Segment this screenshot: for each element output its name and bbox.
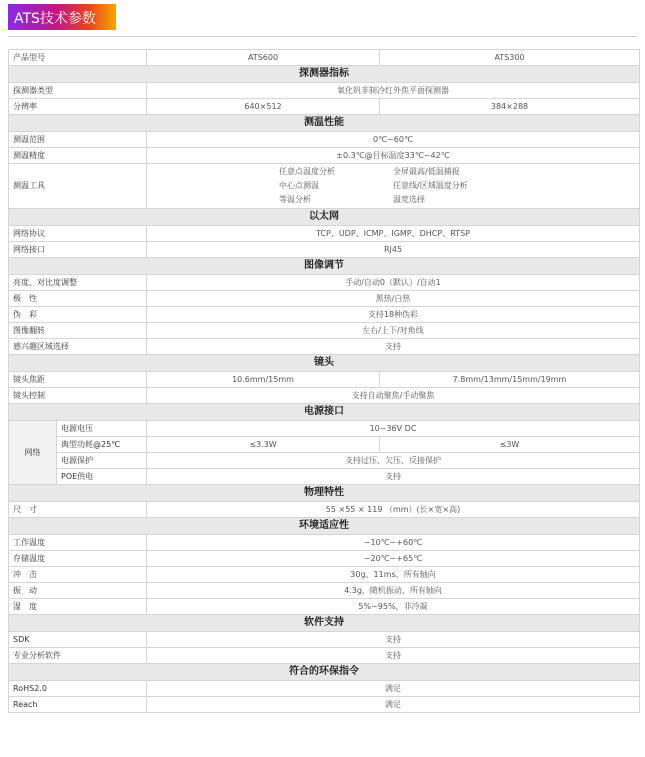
table-row xyxy=(9,437,640,453)
table-row xyxy=(9,50,640,66)
row-value: 支持 xyxy=(147,632,640,648)
row-label: 感兴趣区域选择 xyxy=(9,339,147,355)
row-value-a: 640×512 xyxy=(147,99,380,115)
table-row xyxy=(9,535,640,551)
row-value: 支持 xyxy=(147,339,640,355)
divider xyxy=(8,36,637,37)
row-value-a: 10.6mm/15mm xyxy=(147,372,380,388)
table-row xyxy=(9,583,640,599)
row-value: 10~36V DC xyxy=(147,421,640,437)
row-value: TCP、UDP、ICMP、IGMP、DHCP、RTSP xyxy=(147,226,640,242)
row-label: 专业分析软件 xyxy=(9,648,147,664)
table-row xyxy=(9,132,640,148)
row-value: 0℃~60℃ xyxy=(147,132,640,148)
tool-item: 任意点温度分析 xyxy=(279,167,335,176)
table-row xyxy=(9,323,640,339)
section-header xyxy=(9,664,640,681)
row-value-b: 384×288 xyxy=(380,99,640,115)
row-label: SDK xyxy=(9,632,147,648)
row-label: POE供电 xyxy=(57,469,147,485)
table-row xyxy=(9,339,640,355)
section-header xyxy=(9,485,640,502)
table-row xyxy=(9,148,640,164)
model-b: ATS300 xyxy=(380,50,640,66)
table-row xyxy=(9,551,640,567)
row-label: 亮度、对比度调整 xyxy=(9,275,147,291)
table-row xyxy=(9,453,640,469)
row-value: −20℃~+65℃ xyxy=(147,551,640,567)
section-header xyxy=(9,115,640,132)
row-value: 4.3g，随机振动，所有轴向 xyxy=(147,583,640,599)
row-label: Reach xyxy=(9,697,147,713)
row-value: 支持 xyxy=(147,469,640,485)
section-title-temperature: 测温性能 xyxy=(9,115,640,132)
table-row xyxy=(9,502,640,518)
section-header xyxy=(9,615,640,632)
row-label: 图像翻转 xyxy=(9,323,147,339)
section-title-lens: 镜头 xyxy=(9,355,640,372)
tool-item: 等温分析 xyxy=(279,195,311,204)
table-row xyxy=(9,242,640,258)
row-label: 探测器类型 xyxy=(9,83,147,99)
row-label: 镜头焦距 xyxy=(9,372,147,388)
row-value: 满足 xyxy=(147,681,640,697)
section-header xyxy=(9,66,640,83)
row-label: 尺 寸 xyxy=(9,502,147,518)
tool-item: 中心点测温 xyxy=(279,181,319,190)
tool-item: 任意线/区域温度分析 xyxy=(393,181,468,190)
row-label: 测温精度 xyxy=(9,148,147,164)
row-label: 典型功耗@25℃ xyxy=(57,437,147,453)
row-label: 工作温度 xyxy=(9,535,147,551)
section-header xyxy=(9,355,640,372)
row-value-a: ≤3.3W xyxy=(147,437,380,453)
row-value: 5%~95%，非冷凝 xyxy=(147,599,640,615)
row-value: 氧化钒非制冷红外焦平面探测器 xyxy=(147,83,640,99)
row-value: RJ45 xyxy=(147,242,640,258)
row-label: 网络接口 xyxy=(9,242,147,258)
row-value: 支持18种伪彩 xyxy=(147,307,640,323)
table-row xyxy=(9,275,640,291)
table-row xyxy=(9,421,640,437)
row-value: 支持过压、欠压、反接保护 xyxy=(147,453,640,469)
row-value: 支持自动聚焦/手动聚焦 xyxy=(147,388,640,404)
row-label: 极 性 xyxy=(9,291,147,307)
row-value: 满足 xyxy=(147,697,640,713)
temperature-tools xyxy=(147,164,640,209)
row-value: 黑热/白热 xyxy=(147,291,640,307)
table-row xyxy=(9,83,640,99)
row-value: ±0.3℃@目标温度33℃~42℃ xyxy=(147,148,640,164)
table-row xyxy=(9,226,640,242)
row-value: 手动/自动0（默认）/自动1 xyxy=(147,275,640,291)
section-banner xyxy=(8,4,116,30)
spec-table xyxy=(8,49,640,713)
table-row xyxy=(9,99,640,115)
tool-item: 温宽选择 xyxy=(393,195,425,204)
row-value-b: ≤3W xyxy=(380,437,640,453)
model-label: 产品型号 xyxy=(9,50,147,66)
section-header xyxy=(9,518,640,535)
row-label: 振 动 xyxy=(9,583,147,599)
row-label: RoHS2.0 xyxy=(9,681,147,697)
table-row xyxy=(9,599,640,615)
section-title-compliance: 符合的环保指令 xyxy=(9,664,640,681)
row-label: 电源电压 xyxy=(57,421,147,437)
section-header xyxy=(9,258,640,275)
row-label: 电源保护 xyxy=(57,453,147,469)
table-row xyxy=(9,164,640,209)
table-row xyxy=(9,469,640,485)
table-row xyxy=(9,291,640,307)
row-value: 30g、11ms，所有轴向 xyxy=(147,567,640,583)
row-label: 湿 度 xyxy=(9,599,147,615)
section-title-physical: 物理特性 xyxy=(9,485,640,502)
section-title-power: 电源接口 xyxy=(9,404,640,421)
group-label: 网络 xyxy=(9,421,57,485)
table-row xyxy=(9,681,640,697)
section-title-image: 图像调节 xyxy=(9,258,640,275)
section-header xyxy=(9,404,640,421)
table-row xyxy=(9,648,640,664)
table-row xyxy=(9,307,640,323)
row-label: 镜头控制 xyxy=(9,388,147,404)
row-value: 55 ×55 × 119 （mm）(长×宽×高) xyxy=(147,502,640,518)
row-value-b: 7.8mm/13mm/15mm/19mm xyxy=(380,372,640,388)
table-row xyxy=(9,697,640,713)
section-title-ethernet: 以太网 xyxy=(9,209,640,226)
row-label: 伪 彩 xyxy=(9,307,147,323)
section-title-environment: 环境适应性 xyxy=(9,518,640,535)
row-label: 网络协议 xyxy=(9,226,147,242)
row-value: 左右/上下/对角线 xyxy=(147,323,640,339)
row-label: 存储温度 xyxy=(9,551,147,567)
row-value: 支持 xyxy=(147,648,640,664)
row-label: 分辨率 xyxy=(9,99,147,115)
row-label: 测温工具 xyxy=(9,164,147,209)
row-label: 测温范围 xyxy=(9,132,147,148)
tool-item: 全屏最高/低温捕捉 xyxy=(393,167,460,176)
table-row xyxy=(9,372,640,388)
section-title-software: 软件支持 xyxy=(9,615,640,632)
table-row xyxy=(9,632,640,648)
table-row xyxy=(9,388,640,404)
section-title-detector: 探测器指标 xyxy=(9,66,640,83)
row-label: 冲 击 xyxy=(9,567,147,583)
row-value: −10℃~+60℃ xyxy=(147,535,640,551)
section-header xyxy=(9,209,640,226)
model-a: ATS600 xyxy=(147,50,380,66)
table-row xyxy=(9,567,640,583)
banner-title: ATS技术参数 xyxy=(14,11,96,27)
